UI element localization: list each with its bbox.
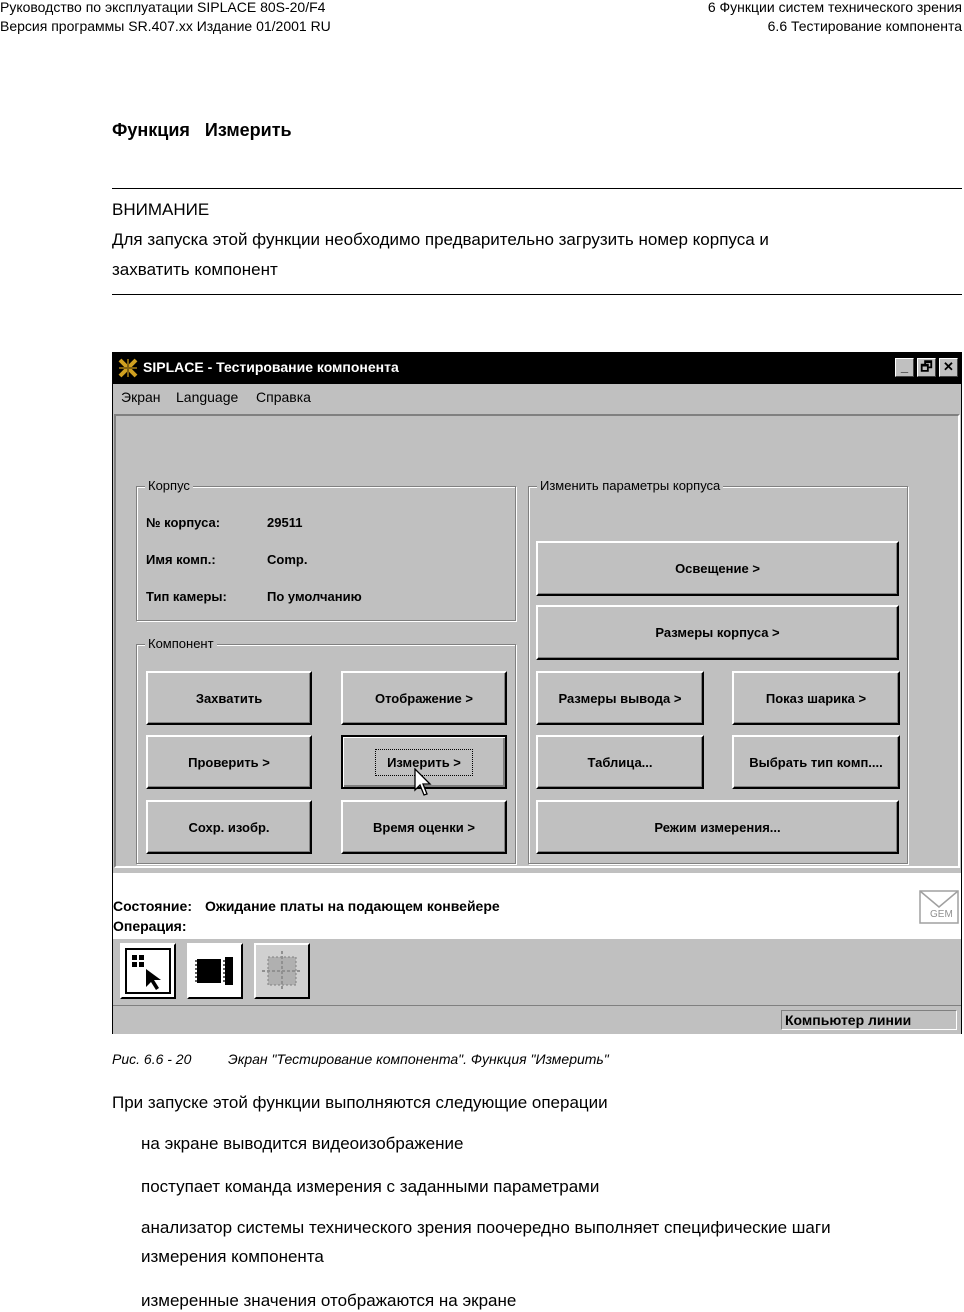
lighting-button-label: Освещение > [675,561,760,576]
operation-toolbar [113,939,961,1001]
status-value: Ожидание платы на подающем конвейере [205,898,500,914]
divider-top [112,188,962,189]
restore-button[interactable]: 🗗 [917,358,936,377]
intro-text: При запуске этой функции выполняются следующие операции [112,1093,608,1112]
housing-group [136,478,516,621]
gem-label: GEM [930,909,953,920]
lead-size-button-label: Размеры вывода > [558,690,682,706]
menu-language[interactable]: Language [176,389,239,405]
capture-button-label: Захватить [195,690,263,706]
grid-chip-icon [258,947,306,995]
table-button-label: Таблица... [587,754,653,770]
client-area [114,414,960,868]
note-heading: ВНИМАНИЕ [112,200,210,219]
app-window [112,352,962,1034]
measure-mode-button[interactable] [536,800,899,854]
save-image-button[interactable] [146,800,312,854]
chip-icon [191,947,239,995]
bullet-3-continued: измерения компонента [141,1247,324,1266]
camera-type-value: По умолчанию [267,589,362,604]
menu-help[interactable]: Справка [256,389,311,405]
capture-button[interactable] [146,671,312,725]
note-line-1: Для запуска этой функции необходимо предварительно загрузить номер корпуса и [112,230,769,249]
menu-screen[interactable]: Экран [121,389,161,405]
bullet-1: на экране выводится видеоизображение [141,1134,464,1153]
menu-bar [113,384,961,410]
select-tool-button[interactable] [120,943,176,999]
title-bar [113,353,961,384]
component-name-label: Имя комп.: [146,552,216,567]
camera-type-label: Тип камеры: [146,589,227,604]
bullet-4: измеренные значения отображаются на экране [141,1291,517,1310]
figure-caption: Экран "Тестирование компонента". Функция "Измерить" [228,1051,609,1067]
display-button[interactable] [341,671,507,725]
ball-show-button-label: Показ шарика > [765,690,867,706]
status-area [113,873,961,939]
header-version: Версия программы SR.407.xx Издание 01/2001 RU [0,18,331,34]
housing-number-value: 29511 [267,515,303,530]
lead-size-button[interactable] [536,671,704,725]
divider-bottom [112,294,962,295]
component-name-value: Comp. [267,552,308,567]
ball-show-button[interactable] [732,671,900,725]
window-title: SIPLACE - Тестирование компонента [143,359,399,375]
select-arrow-icon [124,947,172,995]
header-chapter: 6 Функции систем технического зрения [707,0,962,15]
bullet-2: поступает команда измерения с заданными параметрами [141,1177,600,1196]
note-line-2: захватить компонент [112,260,278,279]
housing-size-button-label: Размеры корпуса > [655,625,780,640]
select-type-button[interactable] [732,735,900,789]
operation-label: Операция: [113,918,187,934]
component-group-label: Компонент [145,636,217,651]
gem-mail-icon [917,887,961,927]
measure-button-label: Измерить > [379,753,469,772]
component-tool-button[interactable] [187,943,243,999]
change-params-group-label: Изменить параметры корпуса [537,478,723,493]
housing-group-label: Корпус [145,478,193,493]
housing-size-button[interactable] [536,605,899,660]
check-button-label: Проверить > [188,754,270,770]
select-type-button-label: Выбрать тип комп.... [749,754,883,770]
eval-time-button[interactable] [341,800,507,854]
status-bar [113,1005,961,1034]
bullet-3: анализатор системы технического зрения поочередно выполняет специфические шаги [141,1218,831,1237]
line-computer-panel: Компьютер линии [781,1010,957,1030]
lighting-button[interactable] [536,541,899,596]
status-label: Состояние: [113,898,192,914]
measure-mode-button-label: Режим измерения... [654,819,781,835]
save-image-button-label: Сохр. изобр. [188,819,270,835]
minimize-button[interactable]: _ [895,358,914,377]
close-button[interactable]: ✕ [939,358,958,377]
housing-number-label: № корпуса: [146,515,221,530]
mouse-cursor-icon [414,768,434,798]
siplace-app-icon [117,357,139,379]
eval-time-button-label: Время оценки > [373,819,475,835]
table-button[interactable] [536,735,704,789]
section-title: Функция Измерить [112,120,292,140]
figure-number: Рис. 6.6 - 20 [112,1051,192,1067]
display-button-label: Отображение > [374,690,473,706]
header-manual-title: Руководство по эксплуатации SIPLACE 80S-20/F4 [0,0,326,15]
check-button[interactable] [146,735,312,789]
grid-tool-button[interactable] [254,943,310,999]
header-section: 6.6 Тестирование компонента [767,18,962,34]
